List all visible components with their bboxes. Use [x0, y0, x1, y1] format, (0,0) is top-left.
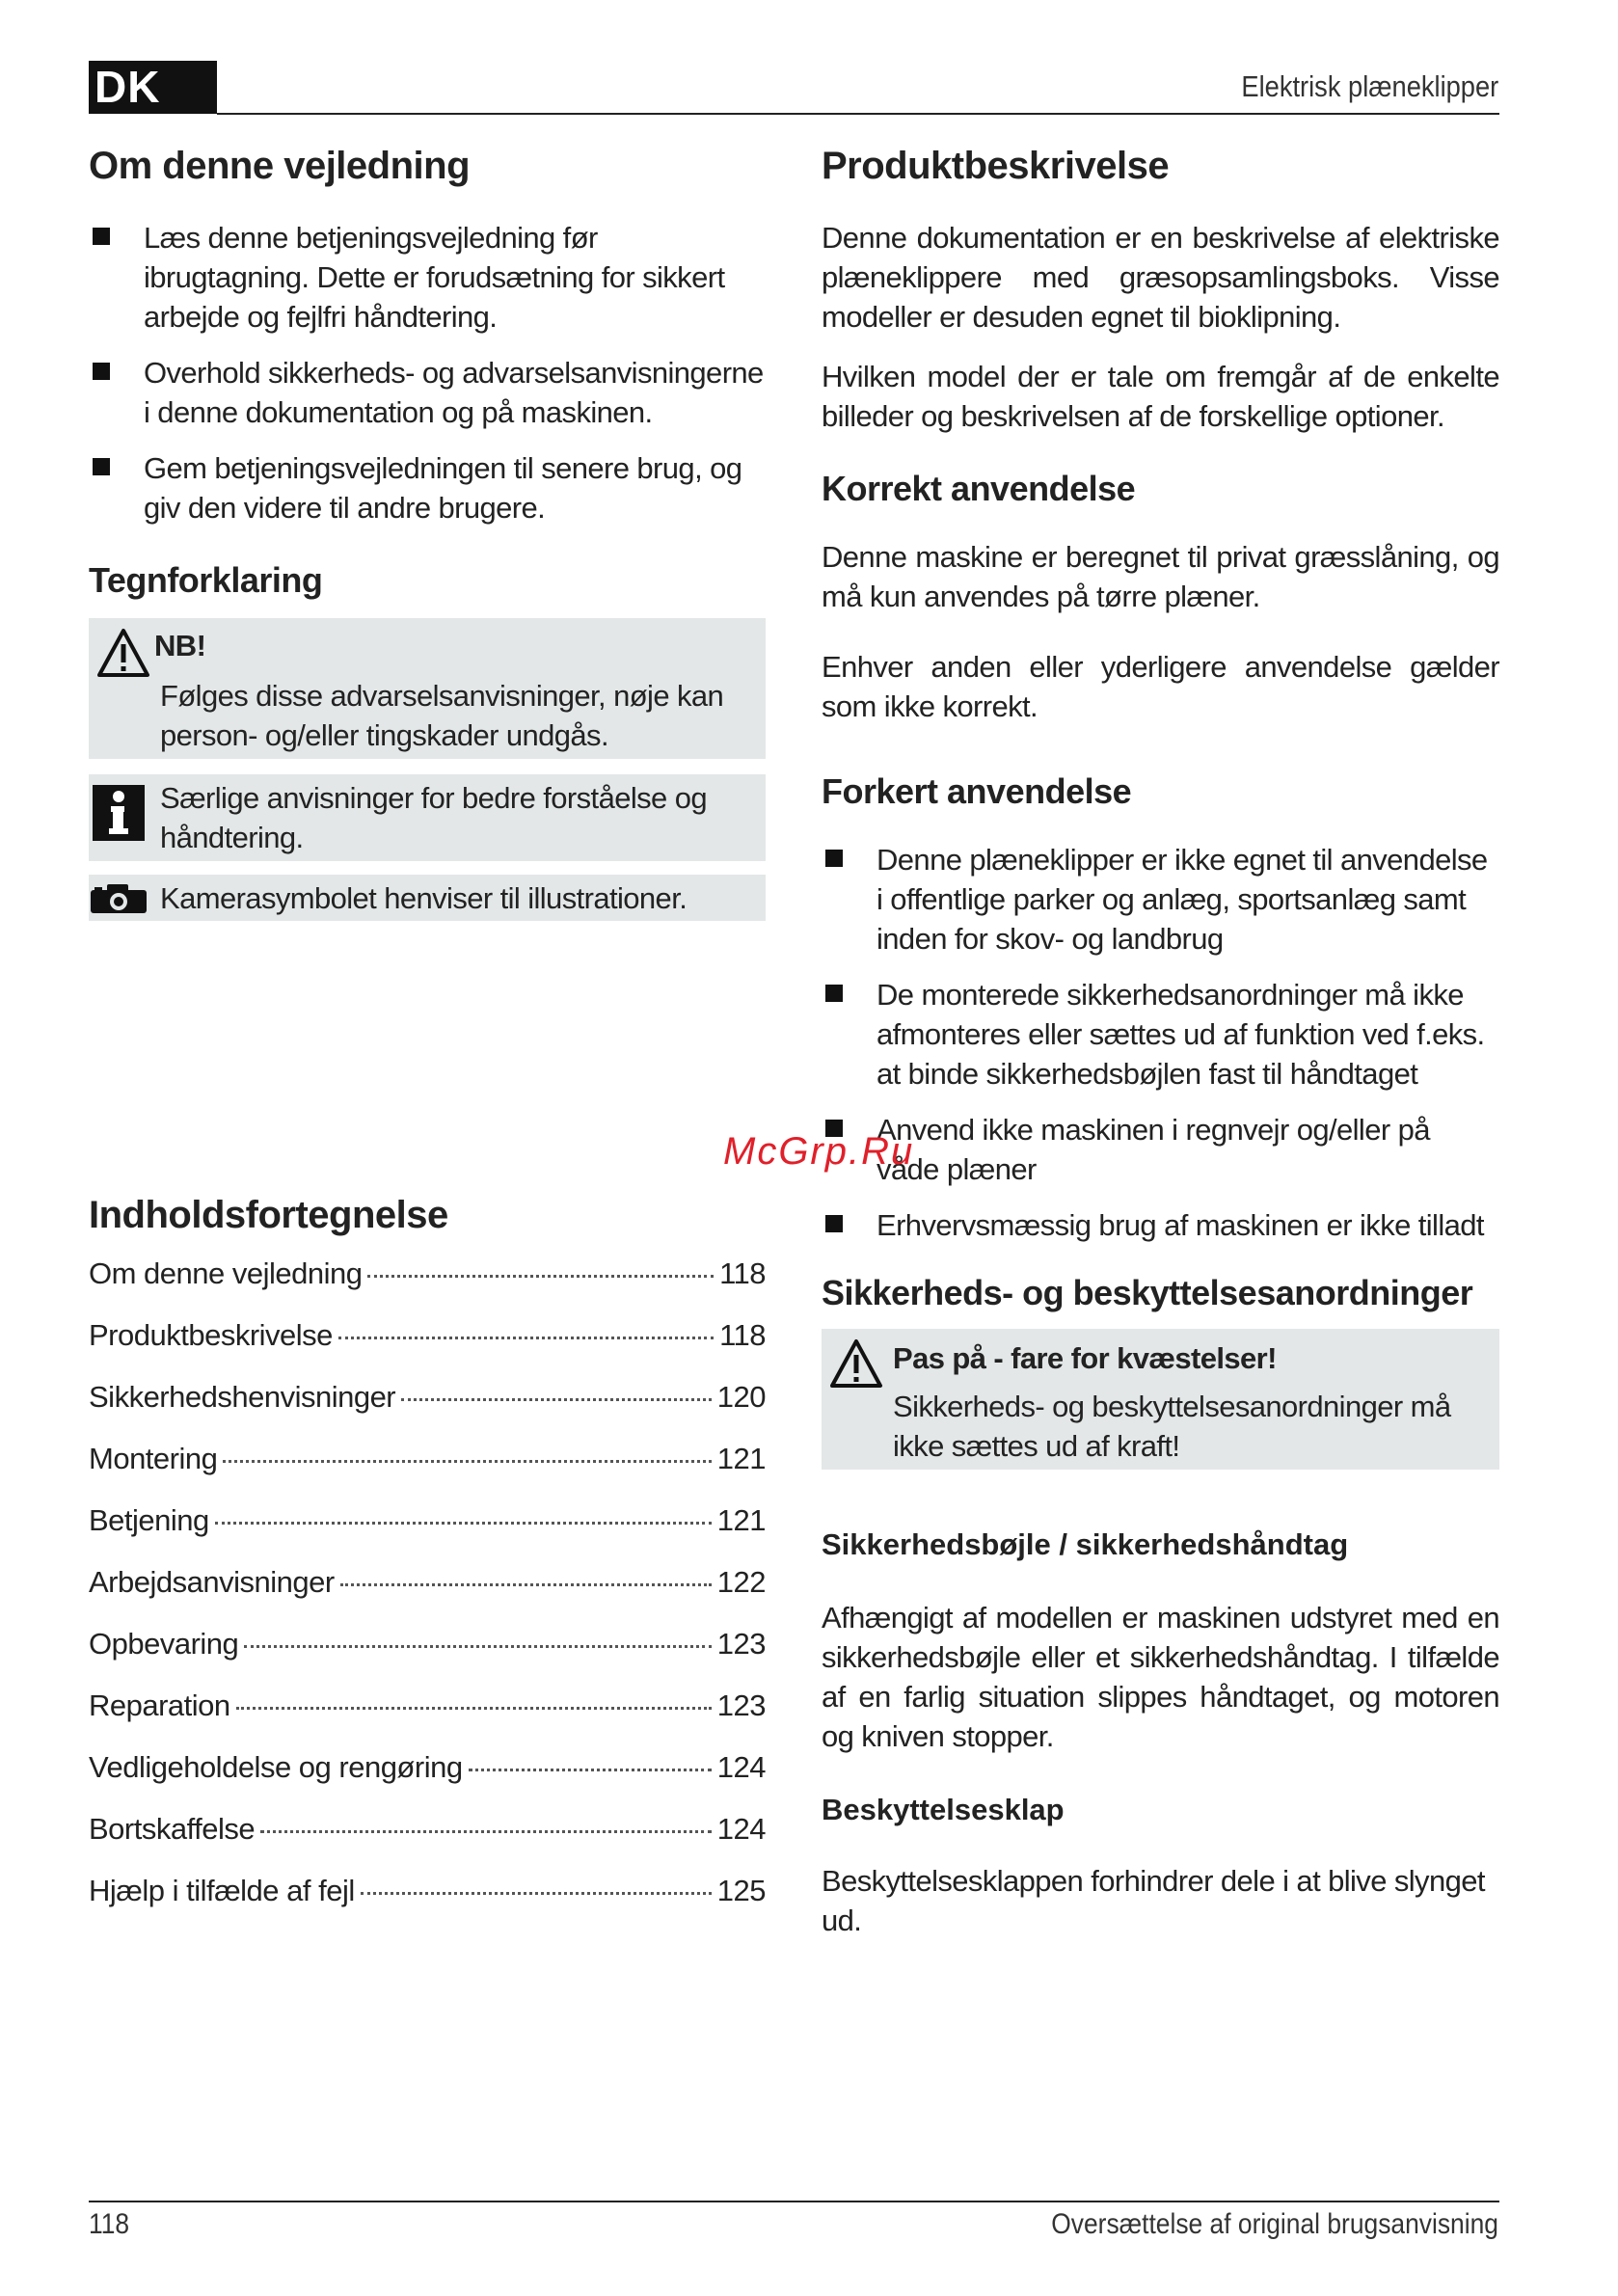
square-bullet-icon	[825, 985, 843, 1002]
toc-leader	[260, 1830, 712, 1833]
toc-row[interactable]: Vedligeholdelse og rengøring 124	[89, 1750, 766, 1784]
camera-text: Kamerasymbolet henviser til illustrationer.	[160, 881, 688, 915]
toc-row[interactable]: Opbevaring 123	[89, 1627, 766, 1661]
toc-row[interactable]: Montering 121	[89, 1442, 766, 1475]
watermark-text: McGrp.Ru	[723, 1130, 915, 1173]
warning-triangle-icon	[96, 628, 150, 683]
list-item: Læs denne betjeningsvejledning før ibrugtagning. Dette er forudsætning for sikkert arbejde og fejlfri håndtering.	[89, 218, 766, 337]
legend-heading: Tegnforklaring	[89, 560, 323, 600]
toc-leader	[340, 1583, 712, 1586]
product-paragraph: Hvilken model der er tale om fremgår af de enkelte billeder og beskrivelsen af de forskellige optioner.	[822, 360, 1499, 433]
info-text: Særlige anvisninger for bedre forståelse og håndtering.	[160, 781, 707, 854]
language-badge: DK	[89, 61, 217, 114]
wrong-use-heading: Forkert anvendelse	[822, 771, 1132, 811]
list-item: Erhvervsmæssig brug af maskinen er ikke tilladt	[822, 1205, 1499, 1245]
product-paragraph: Denne dokumentation er en beskrivelse af elektriske plæneklippere med græsopsamlingsboks. Visse modeller er desuden egnet til bioklipning.	[822, 221, 1499, 334]
product-heading: Produktbeskrivelse	[822, 145, 1170, 187]
square-bullet-icon	[93, 458, 110, 475]
safety-bar-paragraph: Afhængigt af modellen er maskinen udstyret med en sikkerhedsbøjle eller et sikkerhedshåndtag. I tilfælde af en farlig situation slippes håndtaget, og motoren og kniven stopper.	[822, 1601, 1499, 1753]
list-item: Overhold sikkerheds- og advarselsanvisningerne i denne dokumentation og på maskinen.	[89, 353, 766, 432]
left-column	[89, 135, 766, 921]
toc-row[interactable]: Reparation 123	[89, 1688, 766, 1722]
footer-rule	[89, 2201, 1499, 2202]
info-notice	[89, 774, 766, 861]
flap-heading: Beskyttelsesklap	[822, 1793, 1065, 1826]
safety-warning-text: Sikkerheds- og beskyttelsesanordninger må ikke sættes ud af kraft!	[893, 1390, 1451, 1463]
safety-heading: Sikkerheds- og beskyttelsesanordninger	[822, 1273, 1473, 1312]
toc-leader	[469, 1769, 712, 1771]
toc-row[interactable]: Sikkerhedshenvisninger 120	[89, 1380, 766, 1414]
list-item: Gem betjeningsvejledningen til senere brug, og giv den videre til andre brugere.	[89, 448, 766, 527]
safety-warning-notice	[822, 1329, 1499, 1470]
toc-row[interactable]: Arbejdsanvisninger 122	[89, 1565, 766, 1599]
toc-leader	[215, 1522, 712, 1525]
info-icon	[93, 785, 145, 846]
square-bullet-icon	[825, 850, 843, 867]
toc-leader	[236, 1707, 712, 1710]
header-title: Elektrisk plæneklipper	[1241, 69, 1498, 103]
about-bullet-list	[89, 218, 766, 527]
correct-use-paragraph: Denne maskine er beregnet til privat græsslåning, og må kun anvendes på tørre plæner.	[822, 540, 1499, 613]
correct-use-heading: Korrekt anvendelse	[822, 469, 1136, 508]
warning-text: Følges disse advarselsanvisninger, nøje kan person- og/eller tingskader undgås.	[160, 679, 724, 752]
toc-row[interactable]: Produktbeskrivelse 118	[89, 1318, 766, 1352]
page-number: 118	[89, 2208, 130, 2240]
safety-warning-title: Pas på - fare for kvæstelser!	[893, 1341, 1277, 1375]
wrong-use-bullet-list	[822, 840, 1499, 1245]
header-rule	[217, 113, 1499, 115]
warning-title: NB!	[154, 629, 206, 662]
toc-heading: Indholdsfortegnelse	[89, 1194, 448, 1236]
toc-row[interactable]: Bortskaffelse 124	[89, 1812, 766, 1846]
toc-row[interactable]: Om denne vejledning 118	[89, 1256, 766, 1290]
toc-leader	[338, 1337, 714, 1339]
toc-section	[89, 1194, 766, 1935]
toc-leader	[367, 1275, 714, 1278]
list-item: Anvend ikke maskinen i regnvejr og/eller på våde plæner	[822, 1110, 1499, 1189]
list-item: De monterede sikkerhedsanordninger må ikke afmonteres eller sættes ud af funktion ved f.eks. at binde sikkerhedsbøjlen fast til håndtaget	[822, 975, 1499, 1094]
footer-note: Oversættelse af original brugsanvisning	[1051, 2208, 1498, 2240]
right-column	[822, 135, 1499, 1940]
about-heading: Om denne vejledning	[89, 145, 471, 187]
warning-notice	[89, 618, 766, 759]
warning-triangle-icon	[829, 1338, 883, 1393]
safety-bar-heading: Sikkerhedsbøjle / sikkerhedshåndtag	[822, 1527, 1349, 1561]
camera-icon	[91, 884, 148, 918]
flap-paragraph: Beskyttelsesklappen forhindrer dele i at blive slynget ud.	[822, 1864, 1485, 1937]
square-bullet-icon	[93, 228, 110, 245]
camera-notice	[89, 875, 766, 921]
list-item: Denne plæneklipper er ikke egnet til anvendelse i offentlige parker og anlæg, sportsanlæg samt inden for skov- og landbrug	[822, 840, 1499, 959]
toc-list	[89, 1256, 766, 1935]
toc-row[interactable]: Betjening 121	[89, 1503, 766, 1537]
toc-leader	[223, 1460, 711, 1463]
toc-row[interactable]: Hjælp i tilfælde af fejl 125	[89, 1874, 766, 1907]
toc-leader	[244, 1645, 711, 1648]
square-bullet-icon	[825, 1215, 843, 1232]
correct-use-paragraph: Enhver anden eller yderligere anvendelse gælder som ikke korrekt.	[822, 650, 1499, 723]
toc-leader	[401, 1398, 712, 1401]
square-bullet-icon	[93, 363, 110, 380]
toc-leader	[361, 1892, 712, 1895]
